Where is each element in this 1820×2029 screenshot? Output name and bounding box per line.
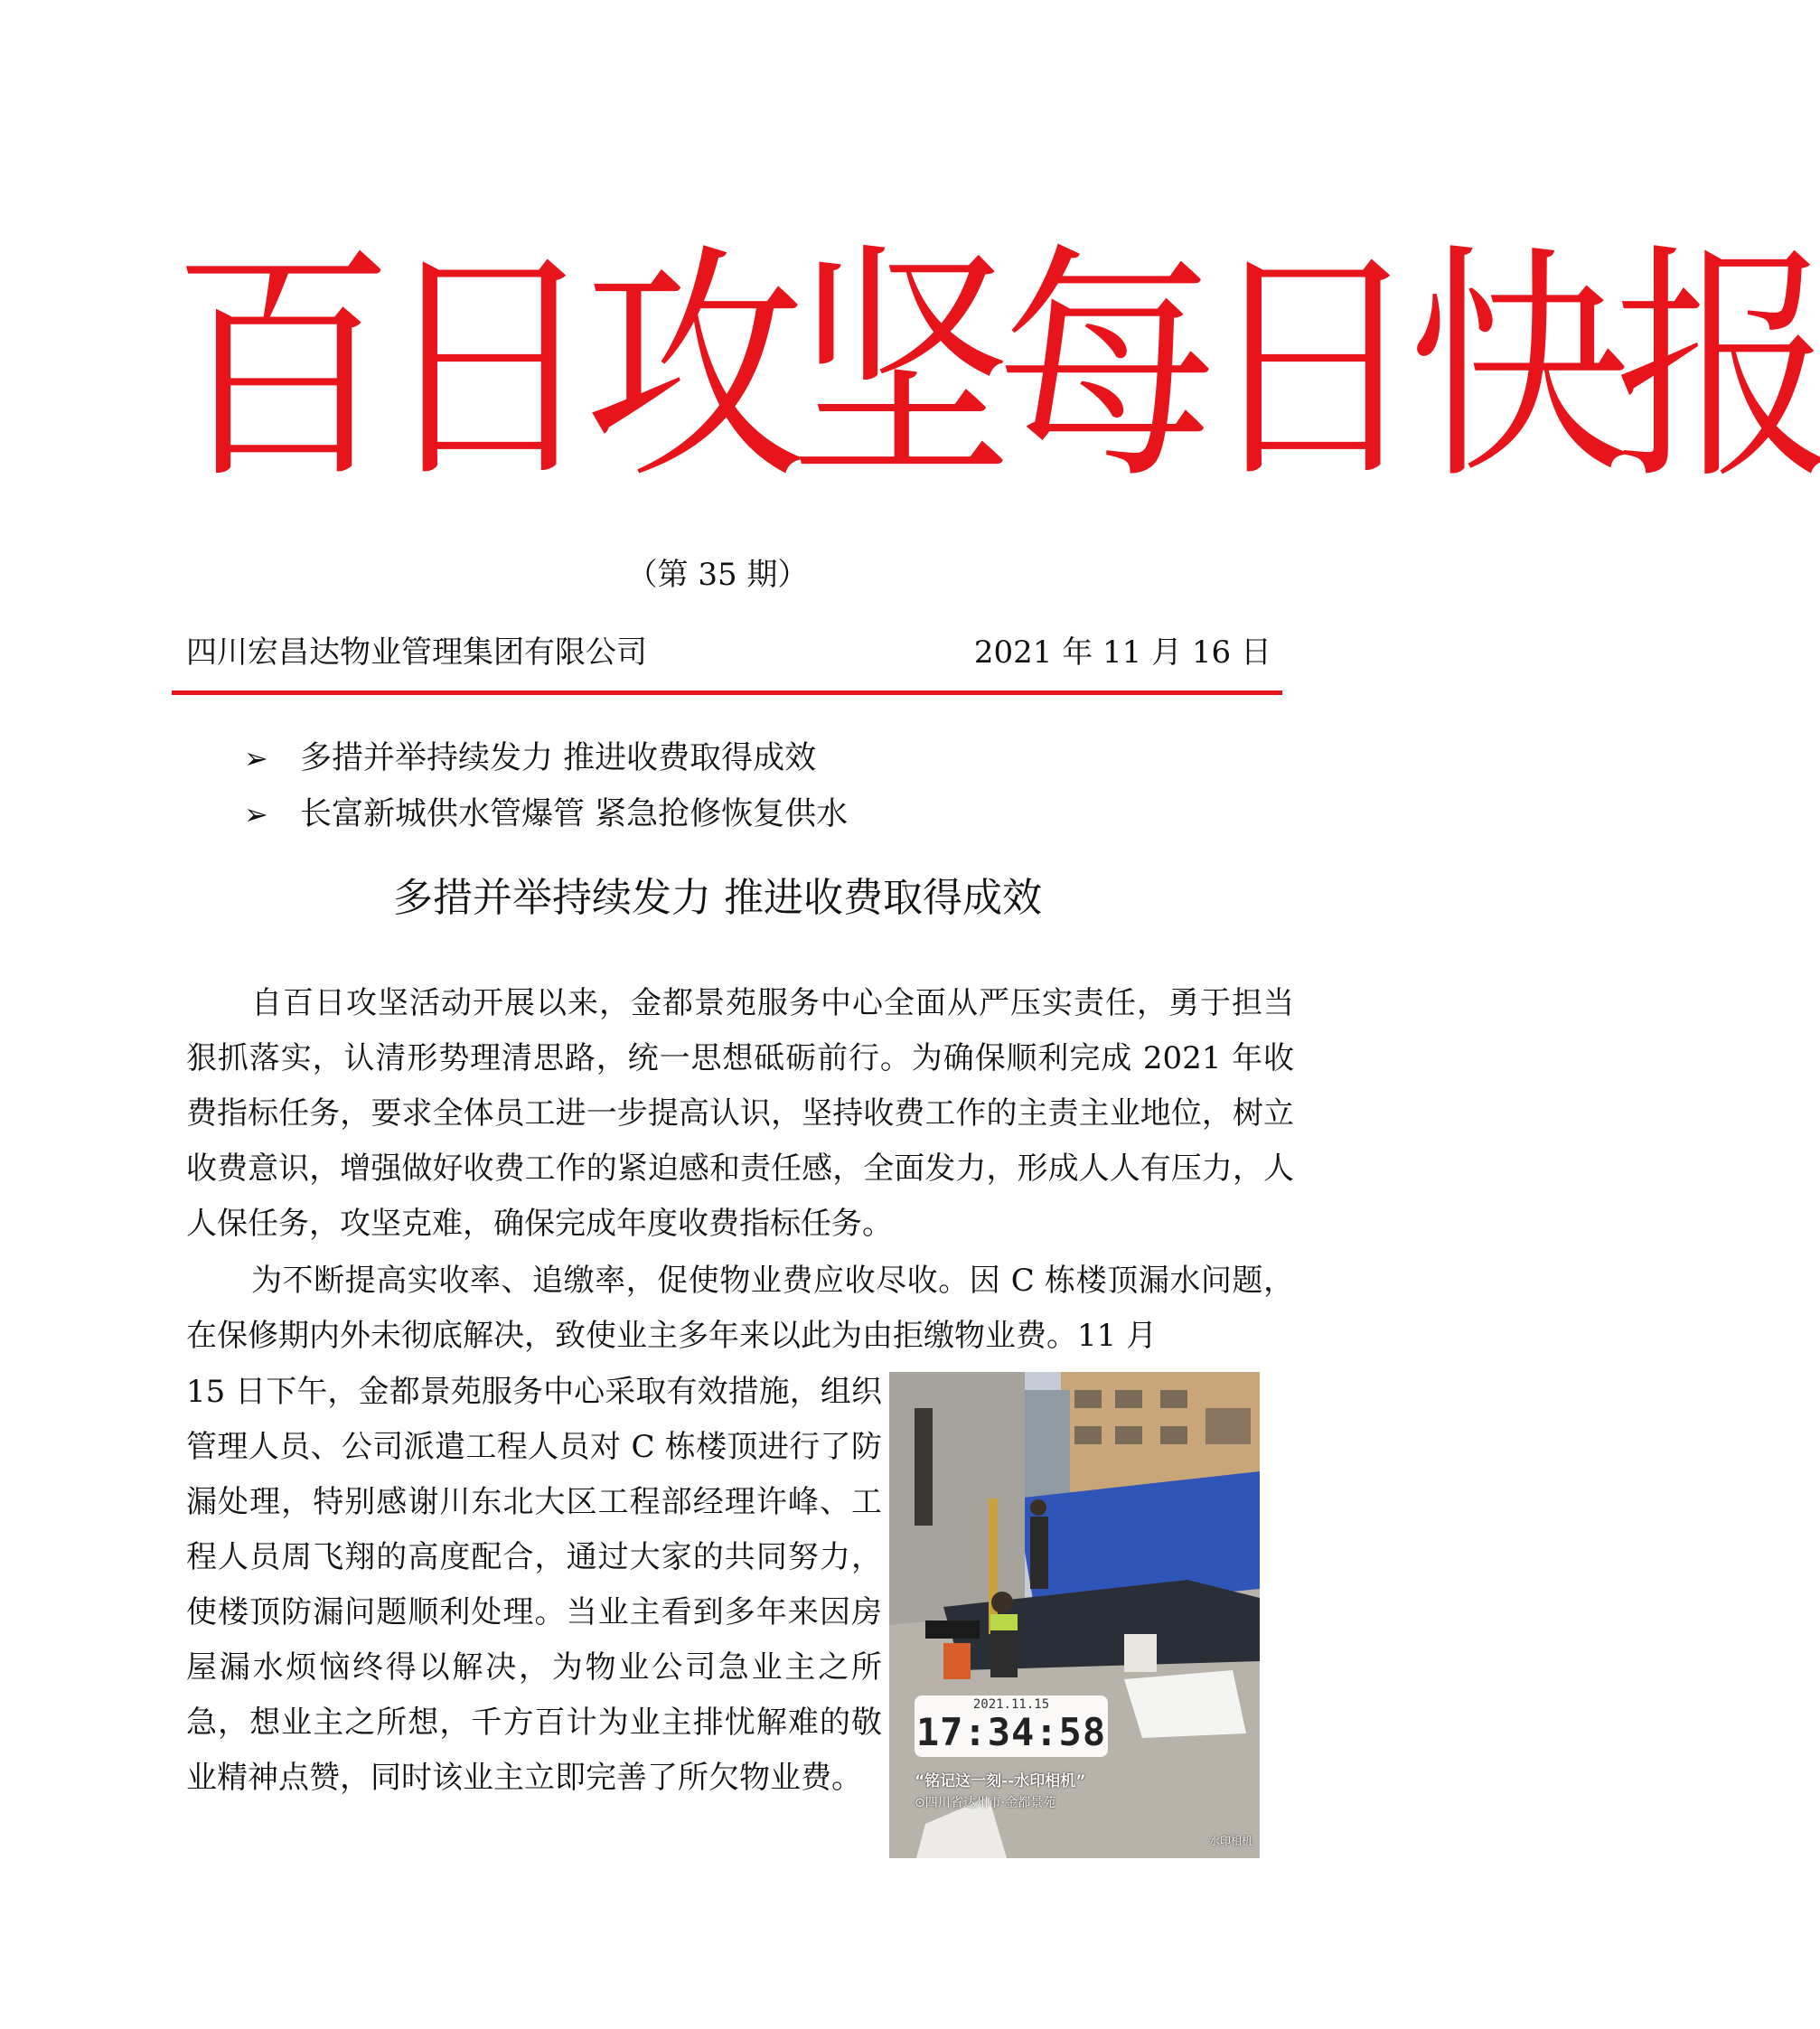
rooftop-repair-photo xyxy=(889,1372,1260,1858)
timestamp-date: 2021.11.15 xyxy=(972,1697,1050,1712)
toc-item-text: 多措并举持续发力 推进收费取得成效 xyxy=(300,740,817,776)
timestamp-badge xyxy=(915,1696,1108,1757)
issue-number: （第 35 期） xyxy=(626,557,809,593)
arrow-bullet-icon: ➢ xyxy=(244,741,268,775)
article-title: 多措并举持续发力 推进收费取得成效 xyxy=(393,875,1042,921)
company-name: 四川宏昌达物业管理集团有限公司 xyxy=(186,634,647,671)
table-of-contents xyxy=(244,730,848,842)
article-paragraph-3: 15 日下午，金都景苑服务中心采取有效措施，组织管理人员、公司派遣工程人员对 C 栋楼顶进行了防漏处理，特别感谢川东北大区工程部经理许峰、工程人员周飞翔的高度配合，通过大家的共同努力，使楼顶防漏问题顺利处理。当业主看到多年来因房屋漏水烦恼终得以解决，为物业公司急业主之所急，想业主之所想，千方百计为业主排忧解难的敬业精神点赞，同时该业主立即完善了所欠物业费。 xyxy=(186,1374,882,1796)
toc-item[interactable] xyxy=(244,730,848,786)
publish-date: 2021 年 11 月 16 日 xyxy=(973,634,1271,671)
photo-caption: “铭记这一刻--水印相机” xyxy=(915,1772,1086,1790)
article-paragraph-1: 自百日攻坚活动开展以来，金都景苑服务中心全面从严压实责任，勇于担当狠抓落实，认清形势理清思路，统一思想砥砺前行。为确保顺利完成 2021 年收费指标任务，要求全体员工进一步提高认识，坚持收费工作的主责主业地位，树立收费意识，增强做好收费工作的紧迫感和责任感，全面发力，形成人人有压力，人人保任务，攻坚克难，确保完成年度收费指标任务。 xyxy=(186,985,1294,1242)
arrow-bullet-icon: ➢ xyxy=(244,797,268,831)
camera-watermark: 水印相机 xyxy=(1208,1835,1252,1847)
toc-item[interactable] xyxy=(244,786,848,842)
timestamp-time: 17:34:58 xyxy=(915,1710,1107,1754)
toc-item-text: 长富新城供水管爆管 紧急抢修恢复供水 xyxy=(300,796,849,832)
header-divider xyxy=(172,690,1282,695)
photo-location: ⊙四川省达州市·金都景苑 xyxy=(915,1796,1056,1810)
masthead-title: 百日攻坚每日快报 xyxy=(172,223,1820,514)
article-paragraph-2: 为不断提高实收率、追缴率，促使物业费应收尽收。因 C 栋楼顶漏水问题，在保修期内外未彻底解决，致使业主多年来以此为由拒缴物业费。11 月 xyxy=(186,1263,1294,1354)
